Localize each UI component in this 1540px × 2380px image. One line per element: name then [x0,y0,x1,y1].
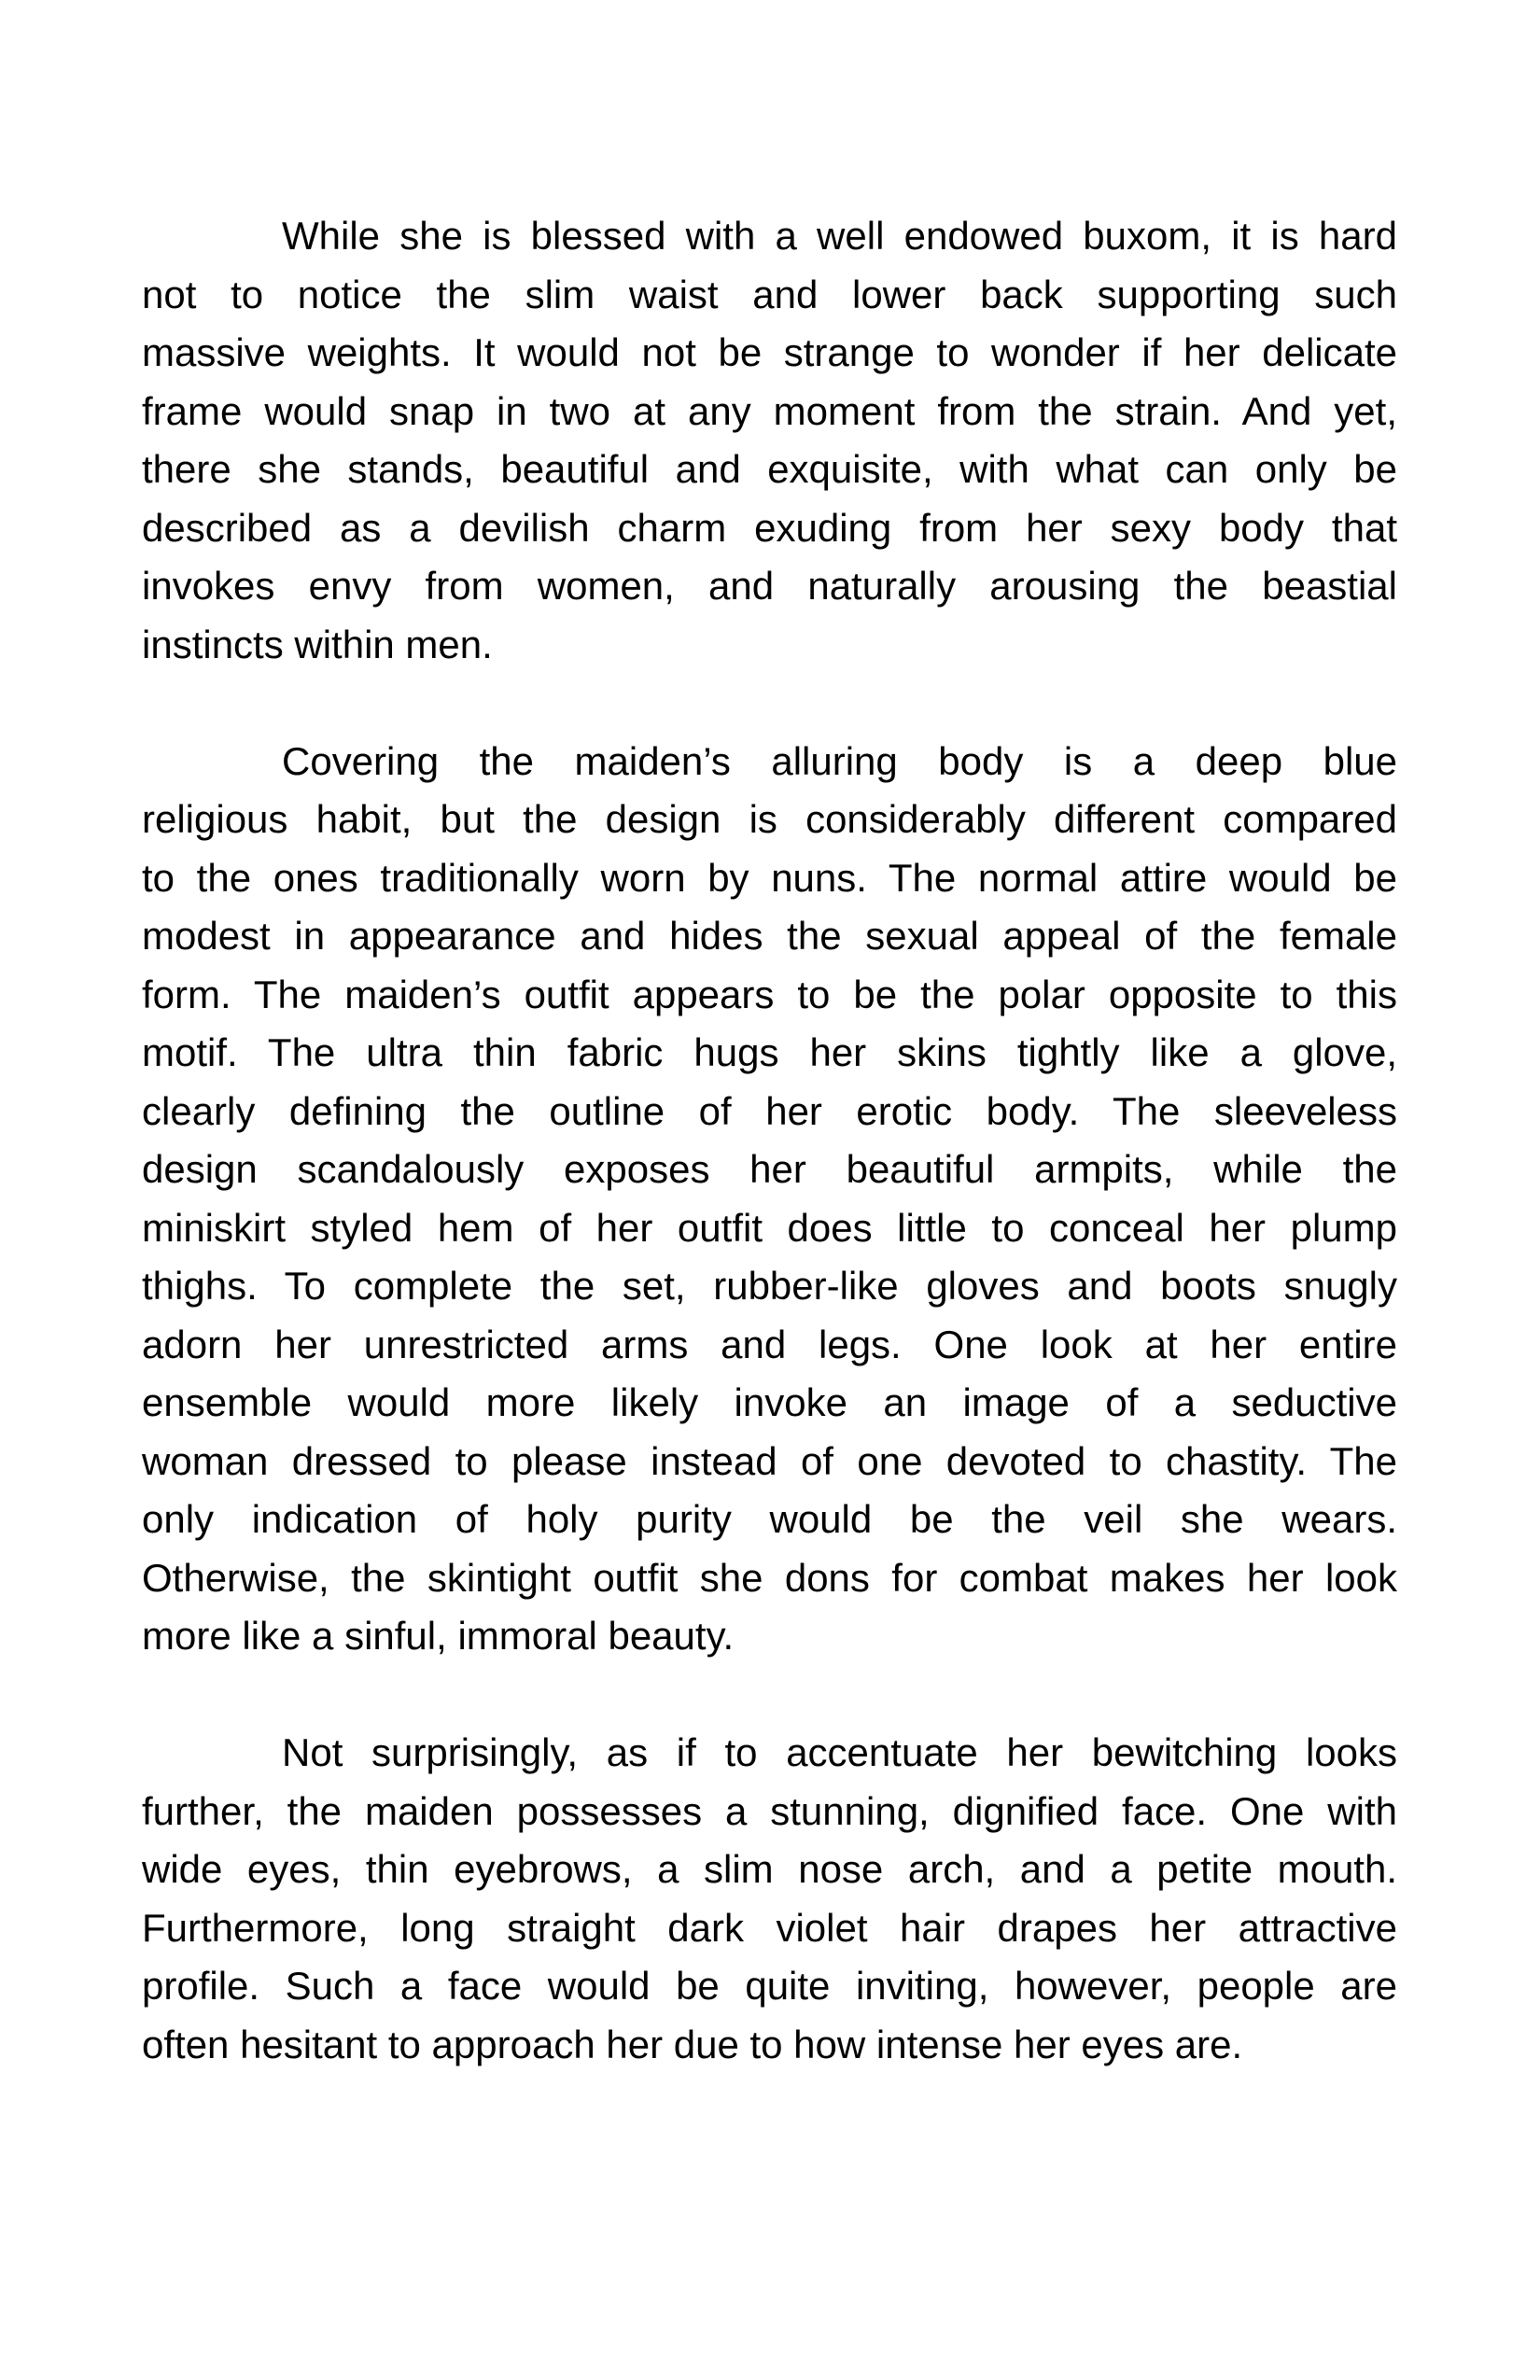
text-line: more like a sinful, immoral beauty. [142,1614,735,1658]
text-line: form. The maiden’s outfit appears to be the polar opposite to this [142,972,1397,1016]
text-line: described as a devilish charm exuding from her sexy body that [142,505,1397,550]
text-line: religious habit, but the design is considerably different compared [142,797,1397,841]
text-line: clearly defining the outline of her erotic body. The sleeveless [142,1088,1397,1133]
text-line: adorn her unrestricted arms and legs. One look at her entire [142,1322,1397,1366]
text-line: While she is blessed with a well endowed buxom, it is hard [282,214,1397,258]
text-line: frame would snap in two at any moment from the strain. And yet, [142,388,1397,433]
text-line: modest in appearance and hides the sexual appeal of the female [142,914,1397,958]
text-line: Otherwise, the skintight outfit she dons for combat makes her look [142,1555,1397,1600]
text-line: motif. The ultra thin fabric hugs her skins tightly like a glove, [142,1030,1397,1074]
paragraph [142,1724,1397,2074]
text-line: instincts within men. [142,622,493,666]
text-line: thighs. To complete the set, rubber-like gloves and boots snugly [142,1264,1397,1308]
paragraph [142,733,1397,1666]
text-line: ensemble would more likely invoke an image of a seductive [142,1380,1397,1424]
text-line: Not surprisingly, as if to accentuate her bewitching looks [282,1730,1397,1774]
text-line: only indication of holy purity would be the veil she wears. [142,1497,1397,1541]
paragraph [142,207,1397,674]
text-line: woman dressed to please instead of one devoted to chastity. The [142,1438,1397,1483]
text-line: there she stands, beautiful and exquisite, with what can only be [142,447,1397,491]
text-line: Covering the maiden’s alluring body is a deep blue [282,738,1397,783]
document-body [142,207,1397,2074]
text-line: to the ones traditionally worn by nuns. The normal attire would be [142,855,1397,900]
text-line: design scandalously exposes her beautiful armpits, while the [142,1147,1397,1191]
text-line: further, the maiden possesses a stunning, dignified face. One with [142,1788,1397,1833]
text-line: profile. Such a face would be quite inviting, however, people are [142,1964,1397,2008]
text-line: invokes envy from women, and naturally arousing the beastial [142,564,1397,608]
text-line: miniskirt styled hem of her outfit does little to conceal her plump [142,1205,1397,1250]
text-line: often hesitant to approach her due to how intense her eyes are. [142,2022,1243,2066]
text-line: not to notice the slim waist and lower back supporting such [142,272,1397,316]
text-line: wide eyes, thin eyebrows, a slim nose arch, and a petite mouth. [142,1847,1397,1891]
text-line: Furthermore, long straight dark violet hair drapes her attractive [142,1905,1397,1950]
text-line: massive weights. It would not be strange to wonder if her delicate [142,330,1397,374]
